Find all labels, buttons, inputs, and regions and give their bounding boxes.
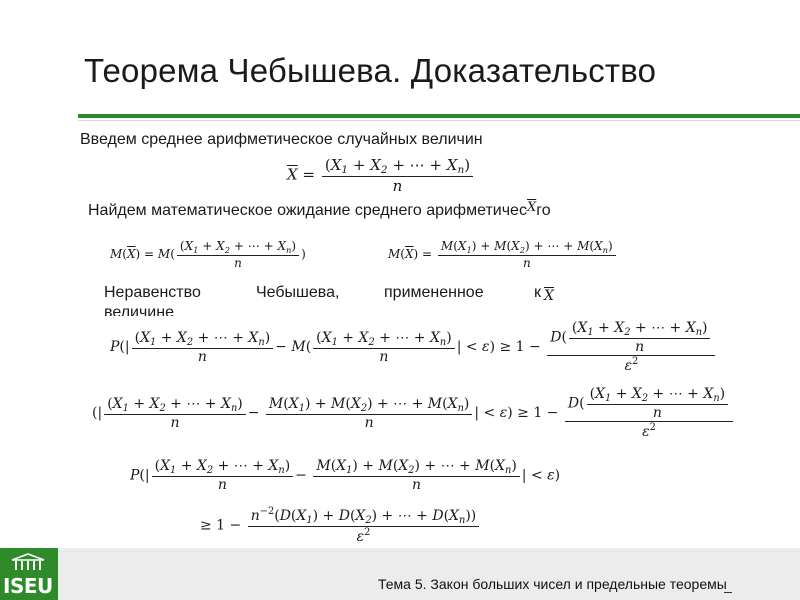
title-divider xyxy=(78,114,800,118)
intro-text: Введем среднее арифметическое случайных величин xyxy=(80,131,483,148)
expectation-text-main: Найдем математическое ожидание среднего арифметичес xyxy=(88,202,527,219)
logo-text: ISEU xyxy=(3,574,53,598)
mean-definition-formula: $\overline{X}$ = $\frac{(X_1 + X_2 + \cdots + X_n)}{n}$ xyxy=(287,156,475,195)
word-2: Чебышева, xyxy=(256,284,340,301)
word-4: к xyxy=(534,284,541,301)
slide-title: Теорема Чебышева. Доказательство xyxy=(84,52,657,89)
inequality-formula-1: P(| $\frac{(X_1 + X_2 + \cdots + X_n)}{n}$ − M( $\frac{(X_1 + X_2 + \cdots + X_n)}{n}$ | < ε) ≥ 1 − D( $\frac{(X_1 + X_2 + \cdots + X_n)}{n}$ $\varepsilon^2$ xyxy=(110,320,717,374)
x-bar-symbol: $\overline{X}$ xyxy=(544,288,554,304)
inequality-formula-3: P(| $\frac{(X_1 + X_2 + \cdots + X_n)}{n}$ − $\frac{M(X_1) + M(X_2) + \cdots + M(X_n)}{n}$ | < ε) xyxy=(130,458,561,493)
word-3: примененное xyxy=(384,284,484,301)
expectation-formula-1: $M(\overline{X}) = M$( $\frac{(X_1 + X_2 + \cdots + X_n)}{n}$ ) xyxy=(110,239,306,270)
footer-mark xyxy=(724,592,732,593)
expectation-text-tail: го xyxy=(536,202,551,219)
expectation-formula-2: $M(\overline{X})$ = $\frac{M(X_1) + M(X_2) + \cdots + M(X_n)}{n}$ xyxy=(388,239,618,270)
cut-word: величине xyxy=(104,304,174,316)
iseu-logo xyxy=(0,548,58,600)
expectation-text xyxy=(88,202,551,220)
x-bar-overlay: X xyxy=(526,200,537,215)
footer-topic: Тема 5. Закон больших чисел и предельные теоремы xyxy=(378,576,727,592)
title-divider-shadow xyxy=(78,120,800,121)
inequality-formula-2: (| $\frac{(X_1 + X_2 + \cdots + X_n)}{n}$ − $\frac{M(X_1) + M(X_2) + \cdots + M(X_n)}{n}$ | < ε) ≥ 1 − D( $\frac{(X_1 + X_2 + \cdots + X_n)}{n}$ $\varepsilon^2$ xyxy=(92,386,735,440)
inequality-formula-3-cont: ≥ 1 − $\frac{n^{-2}(D(X_1) + D(X_2) + \cdots + D(X_n))}{\varepsilon^2}$ xyxy=(200,506,481,545)
chebyshev-text xyxy=(104,284,544,316)
word-1: Неравенство xyxy=(104,284,201,301)
building-icon xyxy=(8,552,48,572)
